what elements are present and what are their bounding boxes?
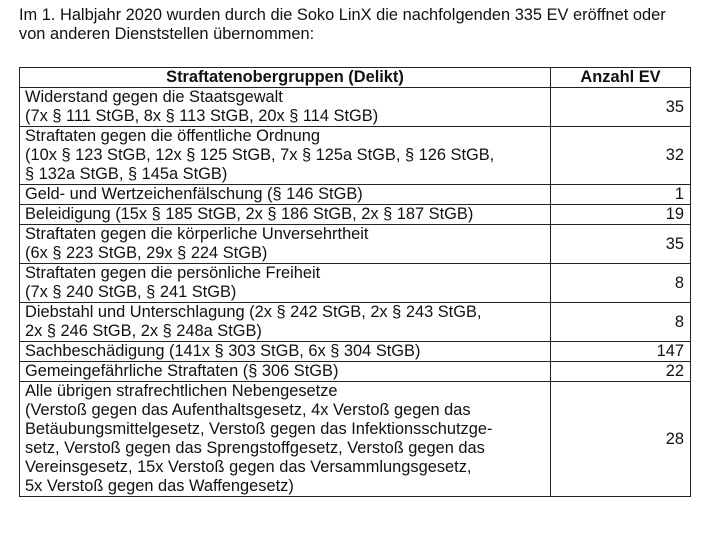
count-cell: 1 xyxy=(551,185,691,205)
category-cell xyxy=(20,264,551,303)
count-cell: 32 xyxy=(551,127,691,185)
category-line: (7x § 240 StGB, § 241 StGB) xyxy=(25,283,237,301)
category-line: setz, Verstoß gegen das Sprengstoffgesetz, Verstoß gegen das xyxy=(25,439,485,457)
intro-line: von anderen Dienststellen übernommen: xyxy=(19,25,315,43)
category-cell xyxy=(20,342,551,362)
table-row xyxy=(20,382,691,497)
category-line: Widerstand gegen die Staatsgewalt xyxy=(25,88,283,106)
category-line: Vereinsgesetz, 15x Verstoß gegen das Versammlungsgesetz, xyxy=(25,458,472,476)
category-cell xyxy=(20,382,551,497)
table-row xyxy=(20,185,691,205)
table-row xyxy=(20,362,691,382)
category-cell xyxy=(20,185,551,205)
count-cell: 35 xyxy=(551,88,691,127)
table-row xyxy=(20,303,691,342)
intro-paragraph xyxy=(19,6,699,44)
category-line: Alle übrigen strafrechtlichen Nebengesetze xyxy=(25,382,338,400)
table-header-row xyxy=(20,68,691,88)
category-line: Straftaten gegen die körperliche Unversehrtheit xyxy=(25,225,369,243)
category-line: 2x § 246 StGB, 2x § 248a StGB) xyxy=(25,322,262,340)
category-line: (Verstoß gegen das Aufenthaltsgesetz, 4x Verstoß gegen das xyxy=(25,401,471,419)
category-line: (10x § 123 StGB, 12x § 125 StGB, 7x § 125a StGB, § 126 StGB, xyxy=(25,146,495,164)
category-cell xyxy=(20,127,551,185)
count-cell: 35 xyxy=(551,225,691,264)
category-line: Sachbeschädigung (141x § 303 StGB, 6x § 304 StGB) xyxy=(25,342,421,360)
category-line: Straftaten gegen die persönliche Freiheit xyxy=(25,264,321,282)
table-row xyxy=(20,88,691,127)
category-cell xyxy=(20,303,551,342)
table-row xyxy=(20,264,691,303)
category-cell xyxy=(20,362,551,382)
count-cell: 28 xyxy=(551,382,691,497)
count-cell: 147 xyxy=(551,342,691,362)
category-line: (6x § 223 StGB, 29x § 224 StGB) xyxy=(25,244,268,262)
category-line: Beleidigung (15x § 185 StGB, 2x § 186 StGB, 2x § 187 StGB) xyxy=(25,205,474,223)
category-line: (7x § 111 StGB, 8x § 113 StGB, 20x § 114 StGB) xyxy=(25,107,379,125)
category-line: Geld- und Wertzeichenfälschung (§ 146 StGB) xyxy=(25,185,363,203)
category-line: 5x Verstoß gegen das Waffengesetz) xyxy=(25,477,294,495)
category-cell xyxy=(20,205,551,225)
table-row xyxy=(20,127,691,185)
category-cell xyxy=(20,225,551,264)
category-line: Gemeingefährliche Straftaten (§ 306 StGB) xyxy=(25,362,339,380)
category-line: § 132a StGB, § 145a StGB) xyxy=(25,165,228,183)
intro-line: Im 1. Halbjahr 2020 wurden durch die Soko LinX die nachfolgenden 335 EV eröffnet oder xyxy=(19,6,666,24)
table-row xyxy=(20,225,691,264)
category-line: Straftaten gegen die öffentliche Ordnung xyxy=(25,127,320,145)
table-row xyxy=(20,342,691,362)
category-line: Betäubungsmittelgesetz, Verstoß gegen das Infektionsschutzge- xyxy=(25,420,493,438)
table-row xyxy=(20,205,691,225)
count-cell: 19 xyxy=(551,205,691,225)
category-line: Diebstahl und Unterschlagung (2x § 242 StGB, 2x § 243 StGB, xyxy=(25,303,482,321)
header-count: Anzahl EV xyxy=(551,68,691,88)
category-cell xyxy=(20,88,551,127)
offense-table xyxy=(19,67,691,497)
count-cell: 8 xyxy=(551,264,691,303)
header-category: Straftatenobergruppen (Delikt) xyxy=(20,68,551,88)
count-cell: 8 xyxy=(551,303,691,342)
count-cell: 22 xyxy=(551,362,691,382)
